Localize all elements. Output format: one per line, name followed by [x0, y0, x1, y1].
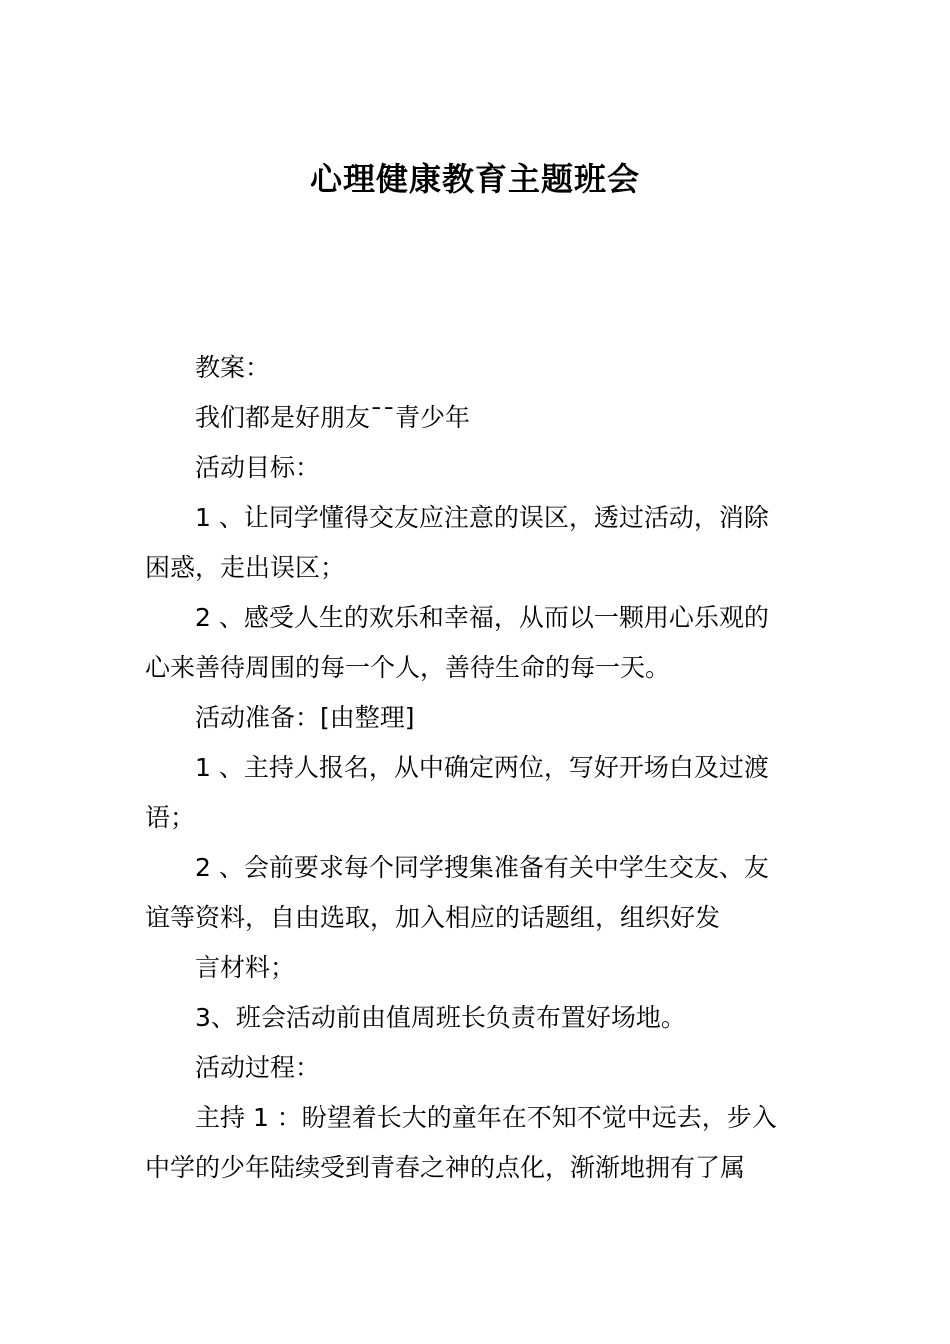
paragraph-line: 3、班会活动前由值周班长负责布置好场地。	[195, 1003, 686, 1032]
paragraph-line: 2 、会前要求每个同学搜集准备有关中学生交友、友	[195, 853, 769, 882]
paragraph-line: 活动准备：[由整理]	[195, 703, 415, 732]
paragraph-line: 1 、主持人报名，从中确定两位，写好开场白及过渡	[195, 753, 769, 782]
paragraph-line: 2 、感受人生的欢乐和幸福，从而以一颗用心乐观的	[195, 603, 769, 632]
paragraph-line: 主持 1 ：盼望着长大的童年在不知不觉中远去，步入	[195, 1103, 777, 1132]
paragraph-line: 中学的少年陆续受到青春之神的点化，渐渐地拥有了属	[145, 1153, 746, 1182]
paragraph-line: 教案：	[195, 353, 271, 382]
paragraph-line: 1 、让同学懂得交友应注意的误区，透过活动，消除	[195, 503, 769, 532]
paragraph-line: 我们都是好朋友¯¯青少年	[195, 403, 471, 432]
paragraph-line: 活动过程：	[195, 1053, 321, 1082]
document-title: 心理健康教育主题班会	[309, 160, 640, 198]
paragraph-line: 言材料；	[195, 953, 296, 982]
paragraph-line: 谊等资料，自由选取，加入相应的话题组，组织好发	[145, 903, 721, 932]
paragraph-line: 活动目标：	[195, 453, 321, 482]
paragraph-line: 语；	[145, 803, 196, 832]
paragraph-line: 困惑，走出误区；	[145, 553, 346, 582]
paragraph-line: 心来善待周围的每一个人，善待生命的每一天。	[145, 653, 671, 682]
